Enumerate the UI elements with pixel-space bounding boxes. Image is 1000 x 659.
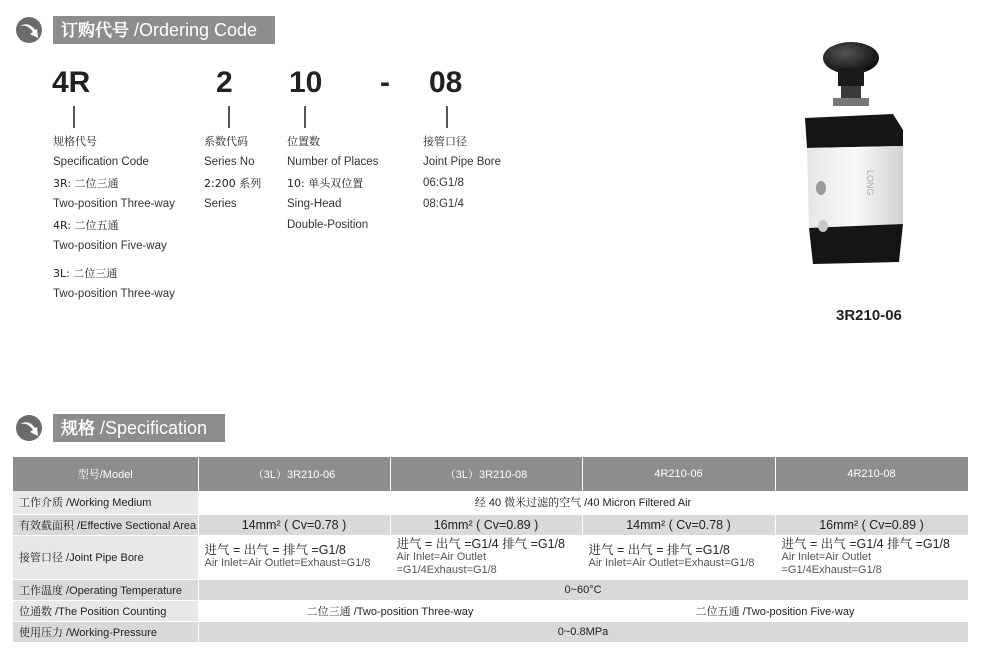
code-series: 2 [216,66,233,99]
cell-value: 16mm² ( Cv=0.89 ) [390,514,582,535]
pipe-en: Air Inlet=Air Outlet [396,550,487,563]
col-text: Joint Pipe Bore [423,156,501,168]
row-label: 位通数 /The Position Counting [13,600,198,621]
bore-column [423,131,501,215]
arrow-circle-icon [14,413,44,443]
cell-value [582,535,775,579]
col-text: Two-position Three-way [53,198,175,210]
valve-brand-text: LONG [865,170,875,196]
pipe-cn: 进气 = 出气 = 排气 =G1/8 [588,543,730,557]
code-tick [228,106,230,128]
pipe-en: Air Inlet=Air Outlet=Exhaust=G1/8 [204,557,371,569]
table-row [13,491,968,514]
code-tick [446,106,448,128]
specification-header [14,413,225,443]
col-text: 规格代号 [53,135,97,148]
code-tick [73,106,75,128]
col-text: Sing-Head [287,198,342,210]
col-text: 位置数 [287,135,320,148]
spec-code-column [53,131,175,305]
code-tick [304,106,306,128]
cell-value: 二位五通 /Two-position Five-way [582,600,968,621]
col-text: 接管口径 [423,135,467,148]
pipe-cn: 进气 = 出气 = 排气 =G1/8 [204,543,346,557]
row-label: 工作介质 /Working Medium [13,491,198,514]
col-text: Number of Places [287,156,379,168]
col-text: 08:G1/4 [423,198,464,210]
pipe-cn: 进气 = 出气 =G1/4 排气 =G1/8 [781,536,950,551]
ordering-code-header [14,15,275,45]
table-row [13,535,968,579]
pipe-en: Air Inlet=Air Outlet [781,550,872,563]
row-label: 工作温度 /Operating Temperature [13,579,198,600]
col-text: 3R: 二位三通 [53,177,119,190]
col-text: Two-position Five-way [53,240,167,252]
code-bore: 08 [429,66,463,99]
code-places: 10 [289,66,323,99]
cell-value: 14mm² ( Cv=0.78 ) [198,514,390,535]
col-text: Specification Code [53,156,149,168]
col-header: （3L）3R210-06 [198,457,390,491]
cell-value: 经 40 微米过滤的空气 /40 Micron Filtered Air [198,491,968,514]
col-text: Double-Position [287,219,369,231]
col-text: Series No [204,156,255,168]
code-spec: 4R [52,66,91,99]
col-text: 4R: 二位五通 [53,219,119,232]
col-header: （3L）3R210-08 [390,457,582,491]
cell-value: 0~0.8MPa [198,621,968,642]
cell-value [775,535,968,579]
row-label: 接管口径 /Joint Pipe Bore [13,535,198,579]
cell-value: 16mm² ( Cv=0.89 ) [775,514,968,535]
col-text: 06:G1/8 [423,177,464,189]
spec-header-cn: 规格 [61,419,95,439]
product-caption: 3R210-06 [836,307,902,324]
pipe-cn: 进气 = 出气 =G1/4 排气 =G1/8 [396,536,565,551]
cell-value: 0~60°C [198,579,968,600]
col-text: Series [204,198,237,210]
row-label: 使用压力 /Working-Pressure [13,621,198,642]
col-text: Two-position Three-way [53,288,175,300]
table-row [13,621,968,642]
cell-value: 二位三通 /Two-position Three-way [198,600,582,621]
table-header-row [13,457,968,491]
col-text: 2:200 系列 [204,177,262,190]
pipe-en: =G1/4Exhaust=G1/8 [781,563,882,576]
cell-value [198,535,390,579]
arrow-circle-icon [14,15,44,45]
cell-value [390,535,582,579]
pipe-en: Air Inlet=Air Outlet=Exhaust=G1/8 [588,557,755,569]
col-header: 4R210-06 [582,457,775,491]
ordering-header-en: /Ordering Code [129,20,258,40]
col-header: 型号/Model [13,457,198,491]
valve-product-image [795,40,915,270]
table-row [13,600,968,621]
cell-value: 14mm² ( Cv=0.78 ) [582,514,775,535]
pipe-en: =G1/4Exhaust=G1/8 [396,563,497,576]
specification-table [13,457,969,643]
col-text: 10: 单头双位置 [287,177,364,190]
row-label: 有效截面积 /Effective Sectional Area [13,514,198,535]
table-row [13,579,968,600]
col-text: 系数代码 [204,135,248,148]
table-row [13,514,968,535]
series-column [204,131,261,215]
code-dash: - [380,66,390,99]
col-text: 3L: 二位三通 [53,267,118,280]
col-header: 4R210-08 [775,457,968,491]
places-column [287,131,378,236]
ordering-header-cn: 订购代号 [61,21,129,41]
spec-header-en: /Specification [95,418,208,438]
